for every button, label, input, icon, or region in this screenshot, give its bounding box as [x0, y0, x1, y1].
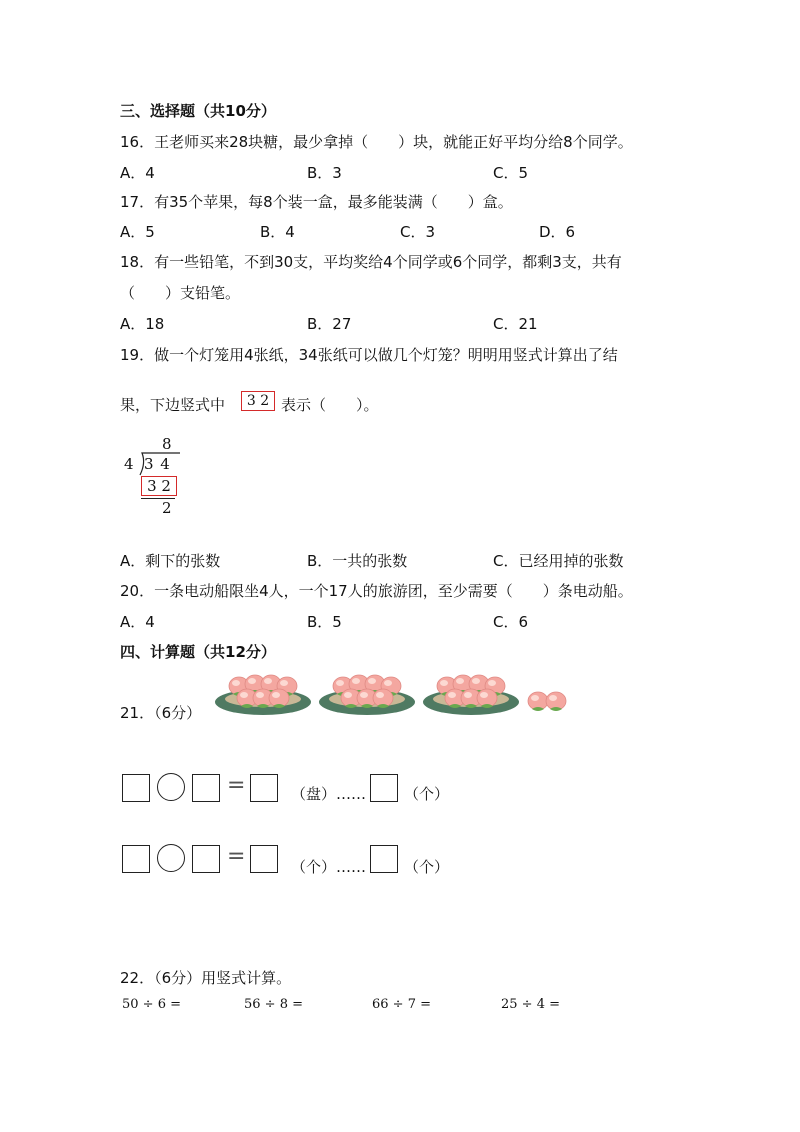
answer-box-divisor-1[interactable]	[192, 774, 220, 802]
answer-box-remainder-1[interactable]	[370, 774, 398, 802]
question-17-text: 17．有35个苹果，每8个装一盒，最多能装满（ ）盒。	[120, 193, 513, 211]
answer-box-remainder-2[interactable]	[370, 845, 398, 873]
answer-box-dividend-2[interactable]	[122, 845, 150, 873]
q16-option-b[interactable]: B．3	[307, 164, 342, 182]
q16-option-c[interactable]: C．5	[493, 164, 529, 182]
q18-option-a[interactable]: A．18	[120, 315, 165, 333]
q17-option-b[interactable]: B．4	[260, 223, 295, 241]
question-19-line2-suffix: 表示（ ）。	[281, 396, 379, 414]
question-20-text: 20．一条电动船限坐4人，一个17人的旅游团，至少需要（ ）条电动船。	[120, 582, 633, 600]
plate-1	[215, 675, 311, 715]
q22-problem-1: 50 ÷ 6 =	[122, 997, 181, 1012]
question-22-label: 22．（6分）用竖式计算。	[120, 969, 292, 987]
q17-option-a[interactable]: A．5	[120, 223, 155, 241]
q22-problem-3: 66 ÷ 7 =	[372, 997, 431, 1012]
q17-option-c[interactable]: C．3	[400, 223, 436, 241]
q19-option-c[interactable]: C．已经用掉的张数	[493, 552, 624, 570]
division-product-boxed: 3 2	[141, 476, 177, 496]
plate-3	[423, 675, 519, 715]
question-21-label: 21．（6分）	[120, 704, 202, 722]
q19-option-a[interactable]: A．剩下的张数	[120, 552, 221, 570]
q16-option-a[interactable]: A．4	[120, 164, 155, 182]
question-18-line1: 18．有一些铅笔，不到30支，平均奖给4个同学或6个同学，都剩3支，共有	[120, 253, 622, 271]
q20-option-a[interactable]: A．4	[120, 613, 155, 631]
equals-sign-1: =	[227, 773, 246, 798]
division-dividend: 3 4	[144, 455, 171, 473]
q18-option-c[interactable]: C．21	[493, 315, 538, 333]
loose-peach-2	[546, 692, 566, 711]
answer-box-quotient-1[interactable]	[250, 774, 278, 802]
division-remainder: 2	[162, 499, 172, 517]
division-quotient: 8	[162, 435, 172, 453]
answer-box-dividend-1[interactable]	[122, 774, 150, 802]
unit-plates-label: （盘）……	[291, 785, 367, 803]
q22-problem-4: 25 ÷ 4 =	[501, 997, 560, 1012]
section-3-title: 三、选择题（共10分）	[120, 102, 276, 120]
answer-box-divisor-2[interactable]	[192, 845, 220, 873]
plate-2	[319, 675, 415, 715]
question-16-text: 16．王老师买来28块糖，最少拿掉（ ）块，就能正好平均分给8个同学。	[120, 133, 633, 151]
q19-option-b[interactable]: B．一共的张数	[307, 552, 408, 570]
division-divisor: 4	[124, 455, 134, 473]
answer-box-quotient-2[interactable]	[250, 845, 278, 873]
unit-items-label-2: （个）……	[291, 858, 367, 876]
q22-problem-2: 56 ÷ 8 =	[244, 997, 303, 1012]
question-19-line2-prefix: 果，下边竖式中	[120, 396, 226, 414]
section-4-title: 四、计算题（共12分）	[120, 643, 276, 661]
q20-option-b[interactable]: B．5	[307, 613, 342, 631]
q17-option-d[interactable]: D．6	[539, 223, 576, 241]
operator-circle-1[interactable]	[157, 773, 185, 801]
operator-circle-2[interactable]	[157, 844, 185, 872]
equals-sign-2: =	[227, 844, 246, 869]
question-19-line1: 19．做一个灯笼用4张纸，34张纸可以做几个灯笼？明明用竖式计算出了结	[120, 346, 618, 364]
q19-boxed-32: 3 2	[241, 391, 275, 411]
unit-items-label-3: （个）	[404, 858, 450, 876]
q18-option-b[interactable]: B．27	[307, 315, 352, 333]
loose-peach-1	[528, 692, 548, 711]
peach-plates-illustration	[215, 668, 585, 724]
unit-items-label-1: （个）	[404, 785, 450, 803]
q20-option-c[interactable]: C．6	[493, 613, 529, 631]
question-18-line2: （ ）支铅笔。	[120, 284, 241, 302]
